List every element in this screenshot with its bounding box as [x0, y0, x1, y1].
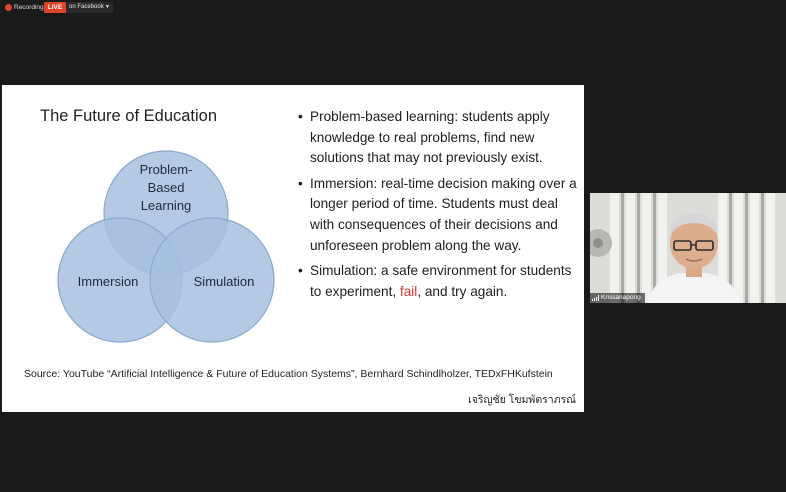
participant-name: Krissanapong	[601, 294, 641, 301]
participant-video-tile[interactable]	[590, 193, 786, 303]
bullet-item	[298, 174, 580, 256]
live-badge: LIVE	[44, 2, 66, 13]
author-name: เจริญชัย โขมพัตราภรณ์	[468, 394, 576, 406]
recording-label: Recording	[14, 4, 44, 11]
live-platform-dropdown[interactable]	[66, 2, 113, 13]
recording-dot-icon	[5, 4, 12, 11]
bullet-text: Immersion: real-time decision making over a longer period of time. Students must deal with consequences of their decisions and unforeseen problem along the way.	[310, 175, 577, 253]
venn-label-top-line: Learning	[140, 198, 192, 213]
bullet-icon: •	[298, 263, 303, 279]
shared-screen-slide	[2, 85, 584, 412]
bullet-text: Problem-based learning: students apply knowledge to real problems, find new solutions that may not previously exist.	[310, 109, 550, 166]
bullet-text: Simulation: a safe environment for students to experiment,	[310, 263, 572, 299]
venn-label-top-line: Problem-	[139, 162, 193, 177]
venn-label-right: Simulation	[193, 274, 255, 289]
participant-name-tag	[590, 293, 645, 303]
bullet-item	[298, 107, 580, 169]
slide-title: The Future of Education	[40, 107, 218, 125]
venn-label-left: Immersion	[77, 274, 139, 289]
bullet-item	[298, 261, 580, 302]
bullet-icon: •	[298, 109, 303, 124]
bullet-text-continued: , and try again.	[417, 283, 508, 299]
chevron-down-icon: ▼	[105, 4, 110, 10]
bullet-highlight-text: fail	[399, 283, 418, 299]
source-citation: Source: YouTube “Artificial Intelligence & Future of Education Systems”, Bernhard Schindlholzer, TEDxFHKufstein	[24, 368, 553, 380]
signal-strength-icon	[592, 295, 599, 301]
bullet-icon: •	[298, 175, 303, 191]
venn-label-top-line: Based	[147, 180, 185, 195]
live-platform-label: on Facebook	[69, 4, 104, 10]
participant-video-feed	[590, 193, 786, 303]
bullet-list	[298, 107, 580, 307]
venn-label-top	[134, 161, 198, 215]
